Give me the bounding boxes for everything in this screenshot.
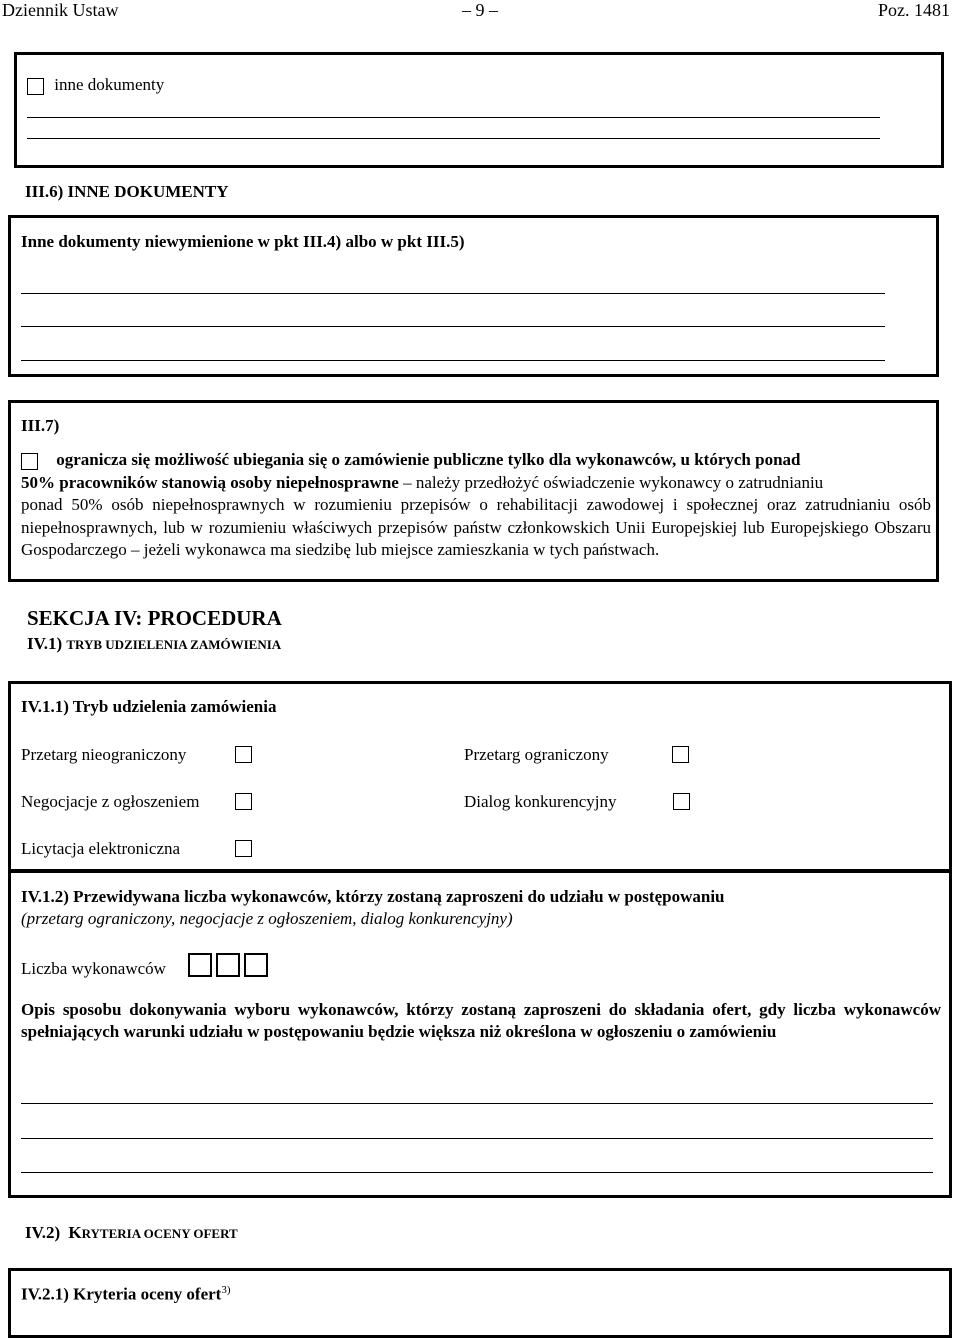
auction-checkbox[interactable]: [235, 840, 252, 857]
iv12-title: IV.1.2) Przewidywana liczba wykonawców, którzy zostaną zaproszeni do udziału w postępowaniu: [21, 887, 725, 906]
contractors-count-box: [8, 870, 952, 1198]
fill-line: [21, 326, 885, 327]
negotiation-checkbox[interactable]: [235, 793, 252, 810]
section-iv-title: SEKCJA IV: PROCEDURA: [27, 606, 282, 630]
dialogue-label: Dialog konkurencyjny: [464, 792, 617, 811]
disabled-workers-checkbox[interactable]: [21, 453, 38, 470]
fill-line: [21, 1138, 933, 1139]
dialogue-checkbox[interactable]: [673, 793, 690, 810]
iv2-title: RYTERIA OCENY OFERT: [81, 1226, 238, 1241]
auction-label: Licytacja elektroniczna: [21, 839, 181, 858]
other-documents-label: inne dokumenty: [54, 75, 165, 94]
fill-line: [27, 117, 880, 118]
journal-name: Dziennik Ustaw: [2, 0, 119, 20]
restricted-tender-checkbox[interactable]: [672, 746, 689, 763]
iv2-number: IV.2): [25, 1223, 61, 1242]
fill-line: [21, 1172, 933, 1173]
iv12-description: Opis sposobu dokonywania wyboru wykonawców, którzy zostaną zaproszeni do składania ofert, gdy liczba wykonawców spełniających warunki udziału w postępowaniu będzie większa niż określona w ogłoszeniu o zamówieniu: [21, 1000, 941, 1041]
criteria-box: [8, 1268, 952, 1338]
iv1-title: TRYB UDZIELENIA ZAMÓWIENIA: [66, 637, 282, 652]
negotiation-label: Negocjacje z ogłoszeniem: [21, 792, 200, 811]
section-iii6-box: [8, 215, 939, 377]
position-number: Poz. 1481: [878, 0, 950, 20]
iv2-title-initial: K: [68, 1223, 82, 1242]
iv12-note: (przetarg ograniczony, negocjacje z ogłoszeniem, dialog konkurencyjny): [21, 909, 513, 928]
fill-line: [21, 360, 885, 361]
footnote-ref: 3): [221, 1284, 231, 1296]
other-documents-checkbox[interactable]: [27, 78, 44, 95]
iii7-bold-text-b: 50% pracowników stanowią osoby niepełnosprawne: [21, 472, 399, 492]
contractors-count-label: Liczba wykonawców: [21, 959, 166, 978]
iii7-bold-text-a: ogranicza się możliwość ubiegania się o zamówienie publiczne tylko dla wykonawców, u których ponad: [56, 450, 801, 469]
procedure-mode-box: [8, 681, 952, 872]
fill-line: [27, 138, 880, 139]
iv1-number: IV.1): [27, 634, 63, 653]
section-iii7-box: [8, 400, 939, 582]
iii7-text-a: – należy przedłożyć oświadczenie wykonawcy o zatrudnianiu: [398, 472, 824, 492]
iii7-text-b: ponad 50% osób niepełnosprawnych w rozumieniu przepisów o rehabilitacji zawodowej i społecznej oraz zatrudnianiu osób niepełnosprawnych, lub w rozumieniu właściwych przepisów państw członkowskich Unii Europejskiej lub Europejskiego Obszaru Gospodarczego – jeżeli wykonawca ma siedzibę lub miejsce zamieszkania w tych państwach.: [21, 495, 931, 559]
open-tender-checkbox[interactable]: [235, 746, 252, 763]
digit-box[interactable]: [216, 953, 240, 977]
fill-line: [21, 1103, 933, 1104]
section-iii6-title: III.6) INNE DOKUMENTY: [25, 182, 229, 201]
open-tender-label: Przetarg nieograniczony: [21, 745, 187, 764]
fill-line: [21, 293, 885, 294]
iv21-title: IV.2.1) Kryteria oceny ofert: [21, 1284, 222, 1304]
other-documents-box: [14, 52, 944, 168]
contractors-count-input[interactable]: [188, 953, 268, 977]
restricted-tender-label: Przetarg ograniczony: [464, 745, 609, 764]
digit-box[interactable]: [188, 953, 212, 977]
iv11-title: IV.1.1) Tryb udzielenia zamówienia: [21, 697, 277, 716]
section-iii6-subtitle: Inne dokumenty niewymienione w pkt III.4) albo w pkt III.5): [21, 232, 465, 251]
digit-box[interactable]: [244, 953, 268, 977]
page-number: – 9 –: [462, 0, 498, 20]
section-iii7-title: III.7): [21, 416, 60, 435]
